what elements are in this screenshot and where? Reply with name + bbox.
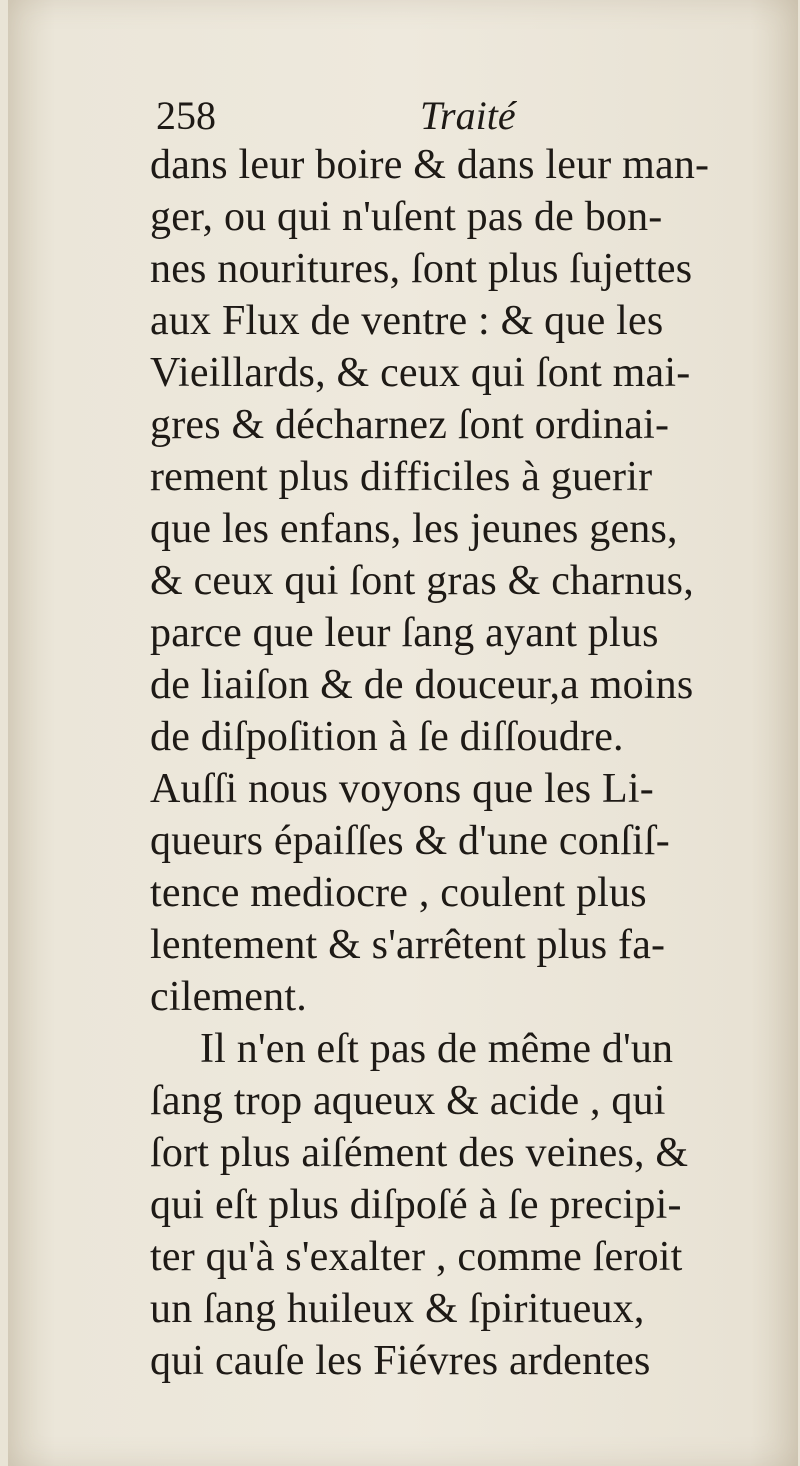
book-page <box>8 0 798 1466</box>
text-line: qui eſt plus diſpoſé à ſe precipi- <box>150 1182 682 1228</box>
text-line: un ſang huileux & ſpiritueux, <box>150 1286 645 1332</box>
text-line: Auſſi nous voyons que les Li- <box>150 766 654 812</box>
text-line: ger, ou qui n'uſent pas de bon- <box>150 194 663 240</box>
text-line: parce que leur ſang ayant plus <box>150 610 659 656</box>
text-line: dans leur boire & dans leur man- <box>150 142 710 188</box>
text-line: que les enfans, les jeunes gens, <box>150 506 678 552</box>
paragraph-start-line: Il n'en eſt pas de même d'un <box>200 1026 674 1072</box>
text-line: aux Flux de ventre : & que les <box>150 298 664 344</box>
body-text <box>150 139 770 1387</box>
text-line: lentement & s'arrêtent plus fa- <box>150 922 666 968</box>
page-number: 258 <box>156 93 216 138</box>
text-line: nes nouritures, ſont plus ſujettes <box>150 246 693 292</box>
text-line: Vieillards, & ceux qui ſont mai- <box>150 350 691 396</box>
text-line: ſang trop aqueux & acide , qui <box>150 1078 666 1124</box>
text-line: de liaiſon & de douceur,a moins <box>150 662 694 708</box>
text-line: gres & décharnez ſont ordinai- <box>150 402 670 448</box>
text-line: qui cauſe les Fiévres ardentes <box>150 1338 651 1384</box>
text-line: ſort plus aiſément des veines, & <box>150 1130 689 1176</box>
running-head: Traité <box>420 93 516 138</box>
text-line: cilement. <box>150 974 307 1020</box>
text-line: queurs épaiſſes & d'une conſiſ- <box>150 818 670 864</box>
text-line: de diſpoſition à ſe diſſoudre. <box>150 714 624 760</box>
text-line: tence mediocre , coulent plus <box>150 870 647 916</box>
text-line: ter qu'à s'exalter , comme ſeroit <box>150 1234 683 1280</box>
page-header <box>148 92 668 144</box>
text-line: rement plus difficiles à guerir <box>150 454 653 500</box>
text-line: & ceux qui ſont gras & charnus, <box>150 558 694 604</box>
